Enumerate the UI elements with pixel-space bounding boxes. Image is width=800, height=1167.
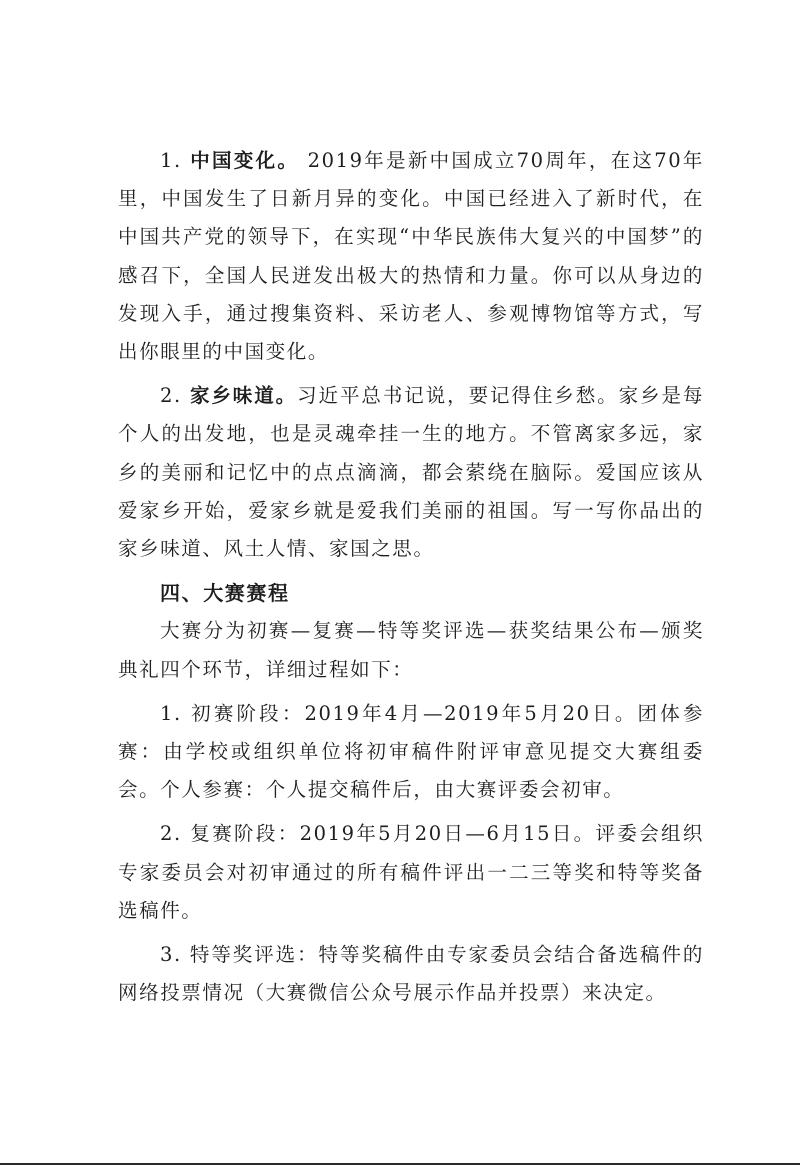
paragraph-body: 2019年是新中国成立70周年，在这70年里，中国发生了日新月异的变化。中国已经进入了新时代，在中国共产党的领导下，在实现“中华民族伟大复兴的中国梦”的感召下，全国人民迸发出极大的热情和力量。你可以从身边的发现入手，通过搜集资料、采访老人、参观博物馆等方式，写出你眼里的中国变化。 — [118, 149, 704, 364]
paragraph-hometown-taste — [118, 377, 704, 568]
schedule-item-semifinal: 2. 复赛阶段：2019年5月20日—6月15日。评委会组织专家委员会对初审通过的所有稿件评出一二三等奖和特等奖备选稿件。 — [118, 822, 704, 922]
section-title-china-change: 中国变化。 — [190, 149, 300, 172]
item-number: 2. — [160, 384, 190, 408]
item-number: 1. — [160, 149, 191, 172]
section-heading-schedule: 四、大赛赛程 — [160, 581, 290, 606]
paragraph-body: 习近平总书记说，要记得住乡愁。家乡是每个人的出发地，也是灵魂牵挂一生的地方。不管离家多远，家乡的美丽和记忆中的点点滴滴，都会萦绕在脑际。爱国应该从爱家乡开始，爱家乡就是爱我们美丽的祖国。写一写你品出的家乡味道、风土人情、家国之思。 — [118, 384, 704, 561]
schedule-intro: 大赛分为初赛—复赛—特等奖评选—获奖结果公布—颁奖典礼四个环节，详细过程如下： — [118, 619, 704, 681]
page-bottom-rule — [0, 1163, 800, 1165]
document-page — [118, 142, 704, 1012]
schedule-item-preliminary: 1. 初赛阶段：2019年4月—2019年5月20日。团体参赛：由学校或组织单位将初审稿件附评审意见提交大赛组委会。个人参赛：个人提交稿件后，由大赛评委会初审。 — [118, 701, 704, 802]
schedule-item-grand-prize: 3. 特等奖评选：特等奖稿件由专家委员会结合备选稿件的网络投票情况（大赛微信公众号展示作品并投票）来决定。 — [118, 943, 704, 1005]
section-title-hometown-taste: 家乡味道。 — [189, 384, 298, 408]
paragraph-china-change — [118, 142, 704, 371]
